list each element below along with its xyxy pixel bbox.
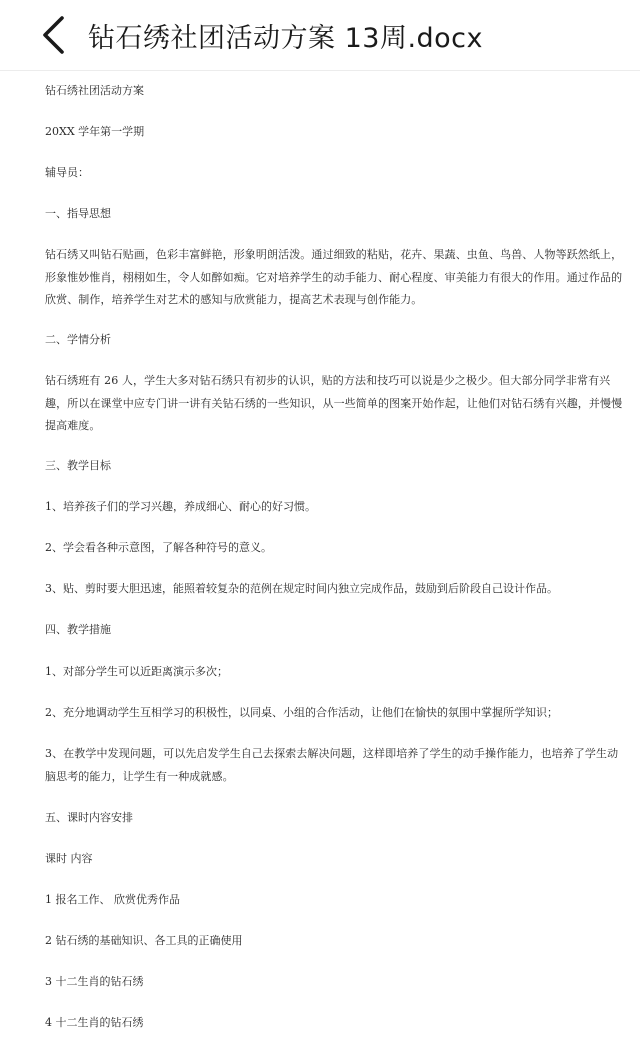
section-3-item-1: 1、培养孩子们的学习兴趣，养成细心、耐心的好习惯。 [45,500,316,513]
doc-term: 20XX 学年第一学期 [45,125,145,138]
section-5-title: 五、课时内容安排 [45,811,133,824]
doc-heading: 钻石绣社团活动方案 [45,84,144,97]
schedule-row-2: 2 钻石绣的基础知识、各工具的正确使用 [45,934,243,947]
section-4-item-2: 2、充分地调动学生互相学习的积极性，以同桌、小组的合作活动，让他们在愉快的氛围中掌握所学知识； [45,706,558,719]
section-2-title: 二、学情分析 [45,333,111,346]
section-3-title: 三、教学目标 [45,459,111,472]
schedule-row-3: 3 十二生肖的钻石绣 [45,975,144,988]
back-button[interactable] [32,13,76,57]
section-4-item-3: 3、在教学中发现问题，可以先启发学生自己去探索去解决问题，这样即培养了学生的动手操作能力，也培养了学生动脑思考的能力，让学生有一种成就感。 [45,747,619,783]
section-3-item-3: 3、贴、剪时要大胆迅速，能照着较复杂的范例在规定时间内独立完成作品，鼓励到后阶段自己设计作品。 [45,582,558,595]
section-2-body: 钻石绣班有 26 人，学生大多对钻石绣只有初步的认识，贴的方法和技巧可以说是少之极少。但大部分同学非常有兴趣，所以在课堂中应专门讲一讲有关钻石绣的一些知识，从一些简单的图案开始作起，让他们对钻石绣有兴趣，并慢慢提高难度。 [45,374,623,432]
section-4-item-1: 1、对部分学生可以近距离演示多次； [45,665,228,678]
chevron-left-icon [40,15,68,55]
schedule-row-4: 4 十二生肖的钻石绣 [45,1016,144,1029]
section-3-item-2: 2、学会看各种示意图，了解各种符号的意义。 [45,541,272,554]
schedule-row-1: 1 报名工作、 欣赏优秀作品 [45,893,180,906]
doc-tutor: 辅导员： [45,166,89,179]
top-bar [0,0,640,71]
document-title: 钻石绣社团活动方案 13周.docx [88,22,484,54]
section-4-title: 四、教学措施 [45,623,111,636]
section-1-title: 一、指导思想 [45,207,111,220]
section-1-body: 钻石绣又叫钻石贴画，色彩丰富鲜艳，形象明朗活泼。通过细致的粘贴，花卉、果蔬、虫鱼、鸟兽、人物等跃然纸上，形象惟妙惟肖，栩栩如生，令人如醉如痴。它对培养学生的动手能力、耐心程度、审美能力有很大的作用。通过作品的欣赏、制作，培养学生对艺术的感知与欣赏能力，提高艺术表现与创作能力。 [45,248,623,306]
schedule-header: 课时 内容 [45,852,93,865]
